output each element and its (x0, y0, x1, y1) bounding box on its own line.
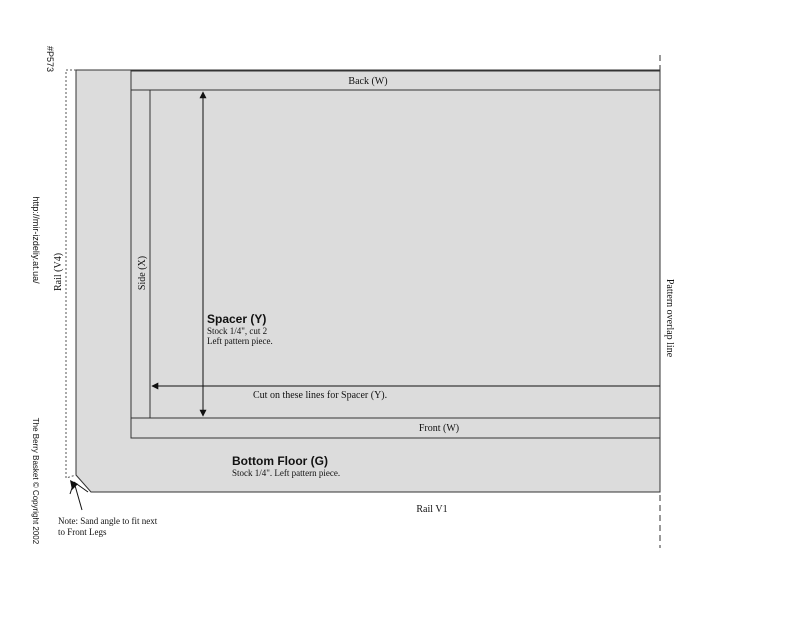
bottom-floor-line1: Stock 1/4". Left pattern piece. (232, 468, 341, 478)
spacer-line1: Stock 1/4", cut 2 (207, 326, 268, 336)
rail-v4-outline (66, 70, 76, 478)
front-strip (131, 418, 660, 438)
front-label: Front (W) (418, 423, 460, 434)
pattern-code: #P573 (45, 45, 55, 73)
source-url: http://mir-izdeliy.at.ua/ (31, 196, 41, 284)
side-strip (131, 90, 150, 418)
spacer-piece (150, 90, 660, 418)
spacer-line2: Left pattern piece. (207, 336, 273, 346)
rail-v4-label: Rail (V4) (53, 252, 64, 292)
overlap-label: Pattern overlap line (664, 278, 675, 358)
side-label: Side (X) (137, 255, 148, 291)
bottom-floor-title: Bottom Floor (G) (232, 454, 328, 468)
note-line1: Note: Sand angle to fit next (58, 516, 158, 526)
spacer-title: Spacer (Y) (207, 312, 267, 326)
back-strip (131, 71, 660, 90)
note-line2: to Front Legs (58, 527, 107, 537)
cut-note: Cut on these lines for Spacer (Y). (253, 390, 388, 401)
note-arrowhead (70, 480, 78, 490)
copyright: The Berry Basket © Copyright 2002 (31, 417, 40, 545)
back-label: Back (W) (348, 76, 388, 87)
rail-v1-label: Rail V1 (416, 504, 448, 515)
